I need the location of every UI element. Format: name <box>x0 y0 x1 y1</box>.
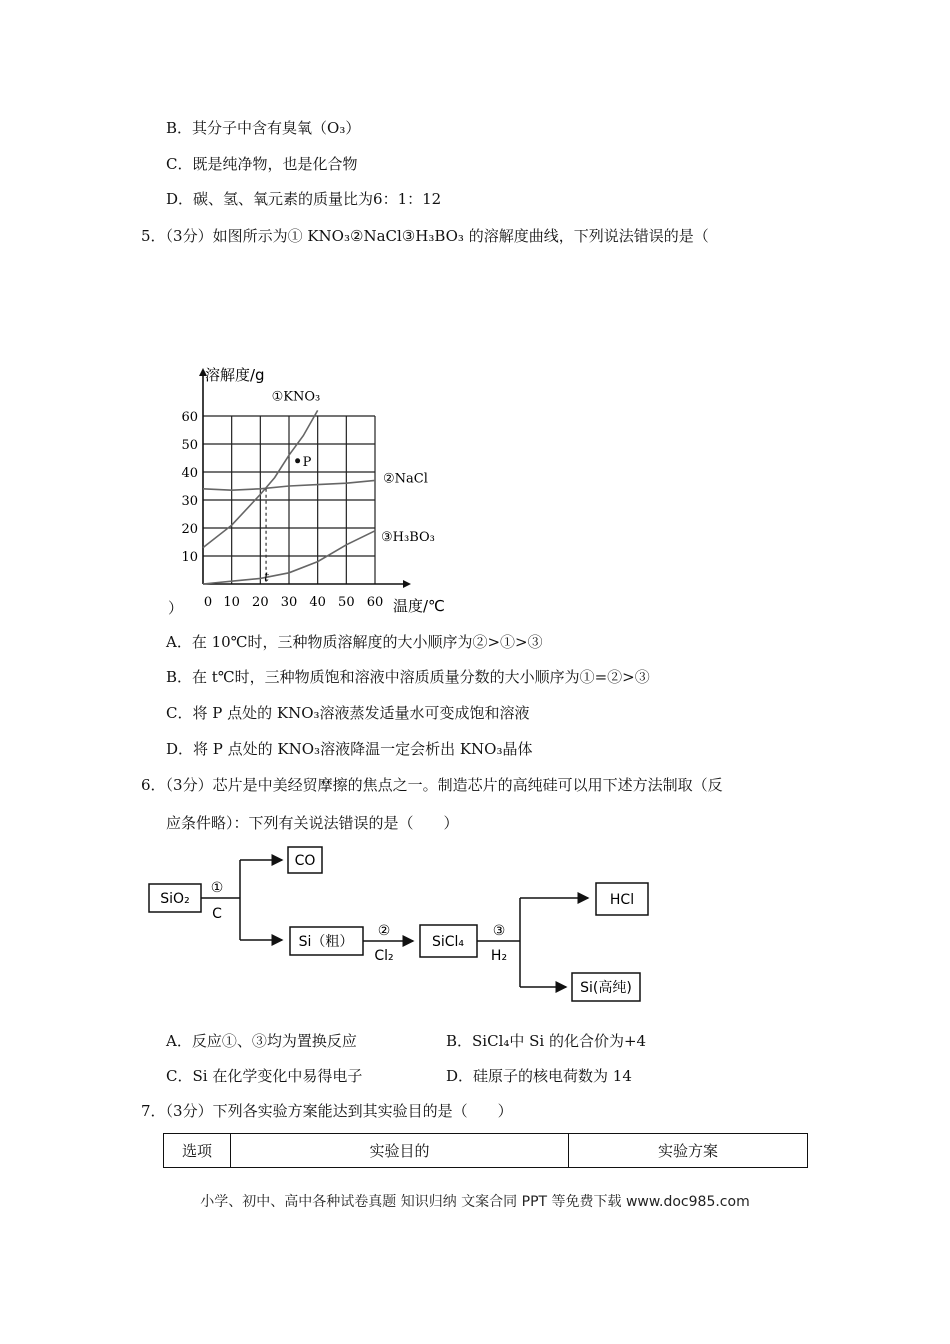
x-axis-arrow <box>403 580 411 588</box>
q6-option-a: A．反应①、③均为置换反应 <box>166 1032 357 1050</box>
q6-option-b: B．SiCl₄中 Si 的化合价为+4 <box>446 1032 647 1050</box>
si-pure-label: Si(高纯) <box>580 980 632 996</box>
step2-reagent: Cl₂ <box>374 948 394 964</box>
q6-stem-line2: 应条件略）：下列有关说法错误的是（ ） <box>166 814 459 832</box>
silicon-flow-diagram <box>140 840 660 1015</box>
y-tick-label: 40 <box>181 466 198 481</box>
q7-header-purpose: 实验目的 <box>231 1134 569 1167</box>
x-tick-label: 30 <box>280 595 298 610</box>
solubility-chart-svg <box>165 360 465 620</box>
q6-stem-line1: 6．（3分）芯片是中美经贸摩擦的焦点之一。制造芯片的高纯硅可以用下述方法制取（反 <box>141 776 723 794</box>
co-label: CO <box>294 853 316 869</box>
y-tick-label: 20 <box>181 522 198 537</box>
step3-number: ③ <box>492 923 506 939</box>
step2-number: ② <box>377 923 391 939</box>
x-tick-label: 0 <box>203 595 213 610</box>
si-crude-label: Si（粗） <box>298 934 354 950</box>
x-axis-label: 温度/℃ <box>393 597 445 615</box>
q6-option-c: C．Si 在化学变化中易得电子 <box>166 1067 363 1085</box>
step1-number: ① <box>210 880 224 896</box>
point-p <box>295 458 300 463</box>
q7-header-plan: 实验方案 <box>657 1142 718 1160</box>
sio2-label: SiO₂ <box>160 891 190 907</box>
series-label: ③H₃BO₃ <box>381 529 435 545</box>
q4-option-c: C．既是纯净物，也是化合物 <box>166 155 358 173</box>
x-tick-label: 10 <box>223 595 240 610</box>
q7-table-header <box>163 1133 808 1168</box>
page-footer: 小学、初中、高中各种试卷真题 知识归纳 文案合同 PPT 等免费下载 www.doc985.com <box>200 1194 750 1210</box>
q4-option-b: B．其分子中含有臭氧（O₃） <box>166 119 361 137</box>
x-tick-label: 50 <box>338 595 355 610</box>
q5-option-c: C．将 P 点处的 KNO₃溶液蒸发适量水可变成饱和溶液 <box>166 704 530 722</box>
q5-close-paren: ） <box>168 599 184 617</box>
q5-stem: 5．（3分）如图所示为① KNO₃②NaCl③H₃BO₃ 的溶解度曲线，下列说法错误的是（ <box>141 227 709 245</box>
x-tick-label: 40 <box>309 595 326 610</box>
q6-option-d: D．硅原子的核电荷数为 14 <box>446 1067 632 1085</box>
q5-option-a: A．在 10℃时，三种物质溶解度的大小顺序为②>①>③ <box>166 633 543 651</box>
y-tick-label: 50 <box>181 438 198 453</box>
y-tick-label: 10 <box>181 550 198 565</box>
hcl-label: HCl <box>609 892 635 908</box>
q5-option-d: D．将 P 点处的 KNO₃溶液降温一定会析出 KNO₃晶体 <box>166 740 533 758</box>
flow-svg <box>140 840 660 1015</box>
x-tick-label: 20 <box>252 595 269 610</box>
x-tick-label: 60 <box>366 595 384 610</box>
series-label: ①KNO₃ <box>271 389 321 405</box>
q4-option-d: D．碳、氢、氧元素的质量比为6：1：12 <box>166 190 442 208</box>
sicl4-label: SiCl₄ <box>431 934 465 950</box>
q5-option-b: B．在 t℃时，三种物质饱和溶液中溶质质量分数的大小顺序为①=②>③ <box>166 668 650 686</box>
y-tick-label: 60 <box>181 410 198 425</box>
q7-header-option: 选项 <box>164 1134 231 1167</box>
t-label: t <box>264 570 269 584</box>
q7-stem: 7．（3分）下列各实验方案能达到其实验目的是（ ） <box>141 1102 513 1120</box>
y-tick-label: 30 <box>181 494 198 509</box>
step3-reagent: H₂ <box>490 948 508 964</box>
point-p-label: P <box>302 454 312 470</box>
series-label: ②NaCl <box>383 471 428 487</box>
solubility-chart <box>165 360 465 620</box>
y-axis-label: 溶解度/g <box>205 366 265 384</box>
step1-reagent: C <box>212 906 222 922</box>
